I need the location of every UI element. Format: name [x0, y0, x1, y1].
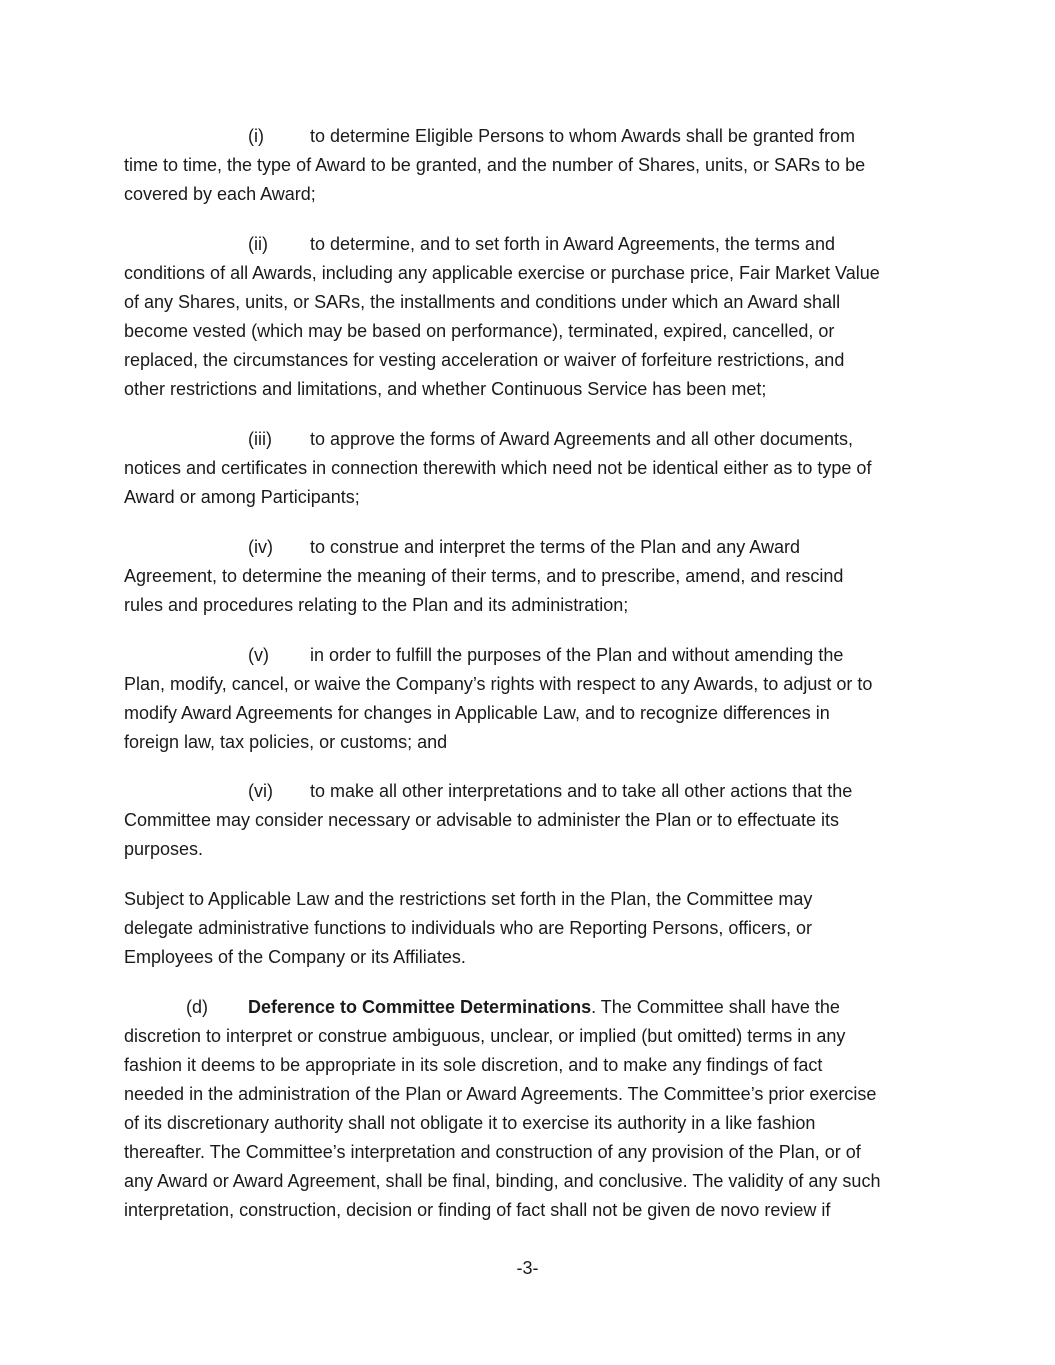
list-item-ii	[124, 230, 930, 404]
list-item-iv	[124, 533, 930, 620]
section-number: (d)	[186, 997, 208, 1017]
item-text-line: Plan, modify, cancel, or waive the Company’s rights with respect to any Awards, to adjust or to	[124, 674, 873, 694]
section-text-line: of its discretionary authority shall not obligate it to exercise its authority in a like fashion	[124, 1113, 816, 1133]
section-text-line: any Award or Award Agreement, shall be final, binding, and conclusive. The validity of any such	[124, 1171, 881, 1191]
item-number: (v)	[248, 645, 269, 665]
list-item-vi	[124, 777, 930, 864]
item-number: (i)	[248, 126, 264, 146]
item-text-line: purposes.	[124, 839, 204, 859]
item-text-line: to approve the forms of Award Agreements and all other documents,	[310, 429, 853, 449]
item-text-line: of any Shares, units, or SARs, the installments and conditions under which an Award shall	[124, 292, 841, 312]
item-text-line: rules and procedures relating to the Plan and its administration;	[124, 595, 629, 615]
item-number: (vi)	[248, 781, 273, 801]
item-text-line: time to time, the type of Award to be granted, and the number of Shares, units, or SARs to be	[124, 155, 866, 175]
item-text-line: Agreement, to determine the meaning of their terms, and to prescribe, amend, and rescind	[124, 566, 844, 586]
subject-paragraph	[124, 885, 930, 972]
item-text-line: conditions of all Awards, including any applicable exercise or purchase price, Fair Market Value	[124, 263, 880, 283]
section-d	[124, 993, 930, 1225]
paragraph-line: delegate administrative functions to individuals who are Reporting Persons, officers, or	[124, 918, 813, 938]
paragraph-line: Subject to Applicable Law and the restrictions set forth in the Plan, the Committee may	[124, 889, 813, 909]
section-text-line: interpretation, construction, decision or finding of fact shall not be given de novo review if	[124, 1200, 831, 1220]
section-text-line: fashion it deems to be appropriate in its sole discretion, and to make any findings of fact	[124, 1055, 823, 1075]
section-text-line: thereafter. The Committee’s interpretation and construction of any provision of the Plan, or of	[124, 1142, 861, 1162]
item-number: (iii)	[248, 429, 272, 449]
item-text-line: to construe and interpret the terms of the Plan and any Award	[310, 537, 800, 557]
item-text-line: Award or among Participants;	[124, 487, 360, 507]
item-number: (iv)	[248, 537, 273, 557]
list-item-v	[124, 641, 930, 757]
item-text-line: other restrictions and limitations, and whether Continuous Service has been met;	[124, 379, 767, 399]
section-text-line: needed in the administration of the Plan or Award Agreements. The Committee’s prior exercise	[124, 1084, 877, 1104]
item-text-line: to make all other interpretations and to take all other actions that the	[310, 781, 853, 801]
section-heading: Deference to Committee Determinations	[248, 997, 592, 1017]
list-item-iii	[124, 425, 930, 512]
item-text-line: Committee may consider necessary or advisable to administer the Plan or to effectuate its	[124, 810, 840, 830]
item-text-line: replaced, the circumstances for vesting acceleration or waiver of forfeiture restrictions, and	[124, 350, 845, 370]
item-text-line: covered by each Award;	[124, 184, 316, 204]
section-text-line: discretion to interpret or construe ambiguous, unclear, or implied (but omitted) terms in any	[124, 1026, 846, 1046]
list-item-i	[124, 122, 930, 209]
item-text-line: to determine, and to set forth in Award Agreements, the terms and	[310, 234, 835, 254]
item-text-line: notices and certificates in connection therewith which need not be identical either as to type of	[124, 458, 872, 478]
item-text-line: foreign law, tax policies, or customs; and	[124, 732, 448, 752]
item-text-line: to determine Eligible Persons to whom Awards shall be granted from	[310, 126, 855, 146]
item-text-line: become vested (which may be based on performance), terminated, expired, cancelled, or	[124, 321, 835, 341]
page-number: -3-	[516, 1258, 539, 1278]
paragraph-line: Employees of the Company or its Affiliates.	[124, 947, 466, 967]
section-heading-tail: . The Committee shall have the	[591, 997, 840, 1017]
item-text-line: in order to fulfill the purposes of the Plan and without amending the	[310, 645, 844, 665]
item-number: (ii)	[248, 234, 268, 254]
item-text-line: modify Award Agreements for changes in Applicable Law, and to recognize differences in	[124, 703, 830, 723]
